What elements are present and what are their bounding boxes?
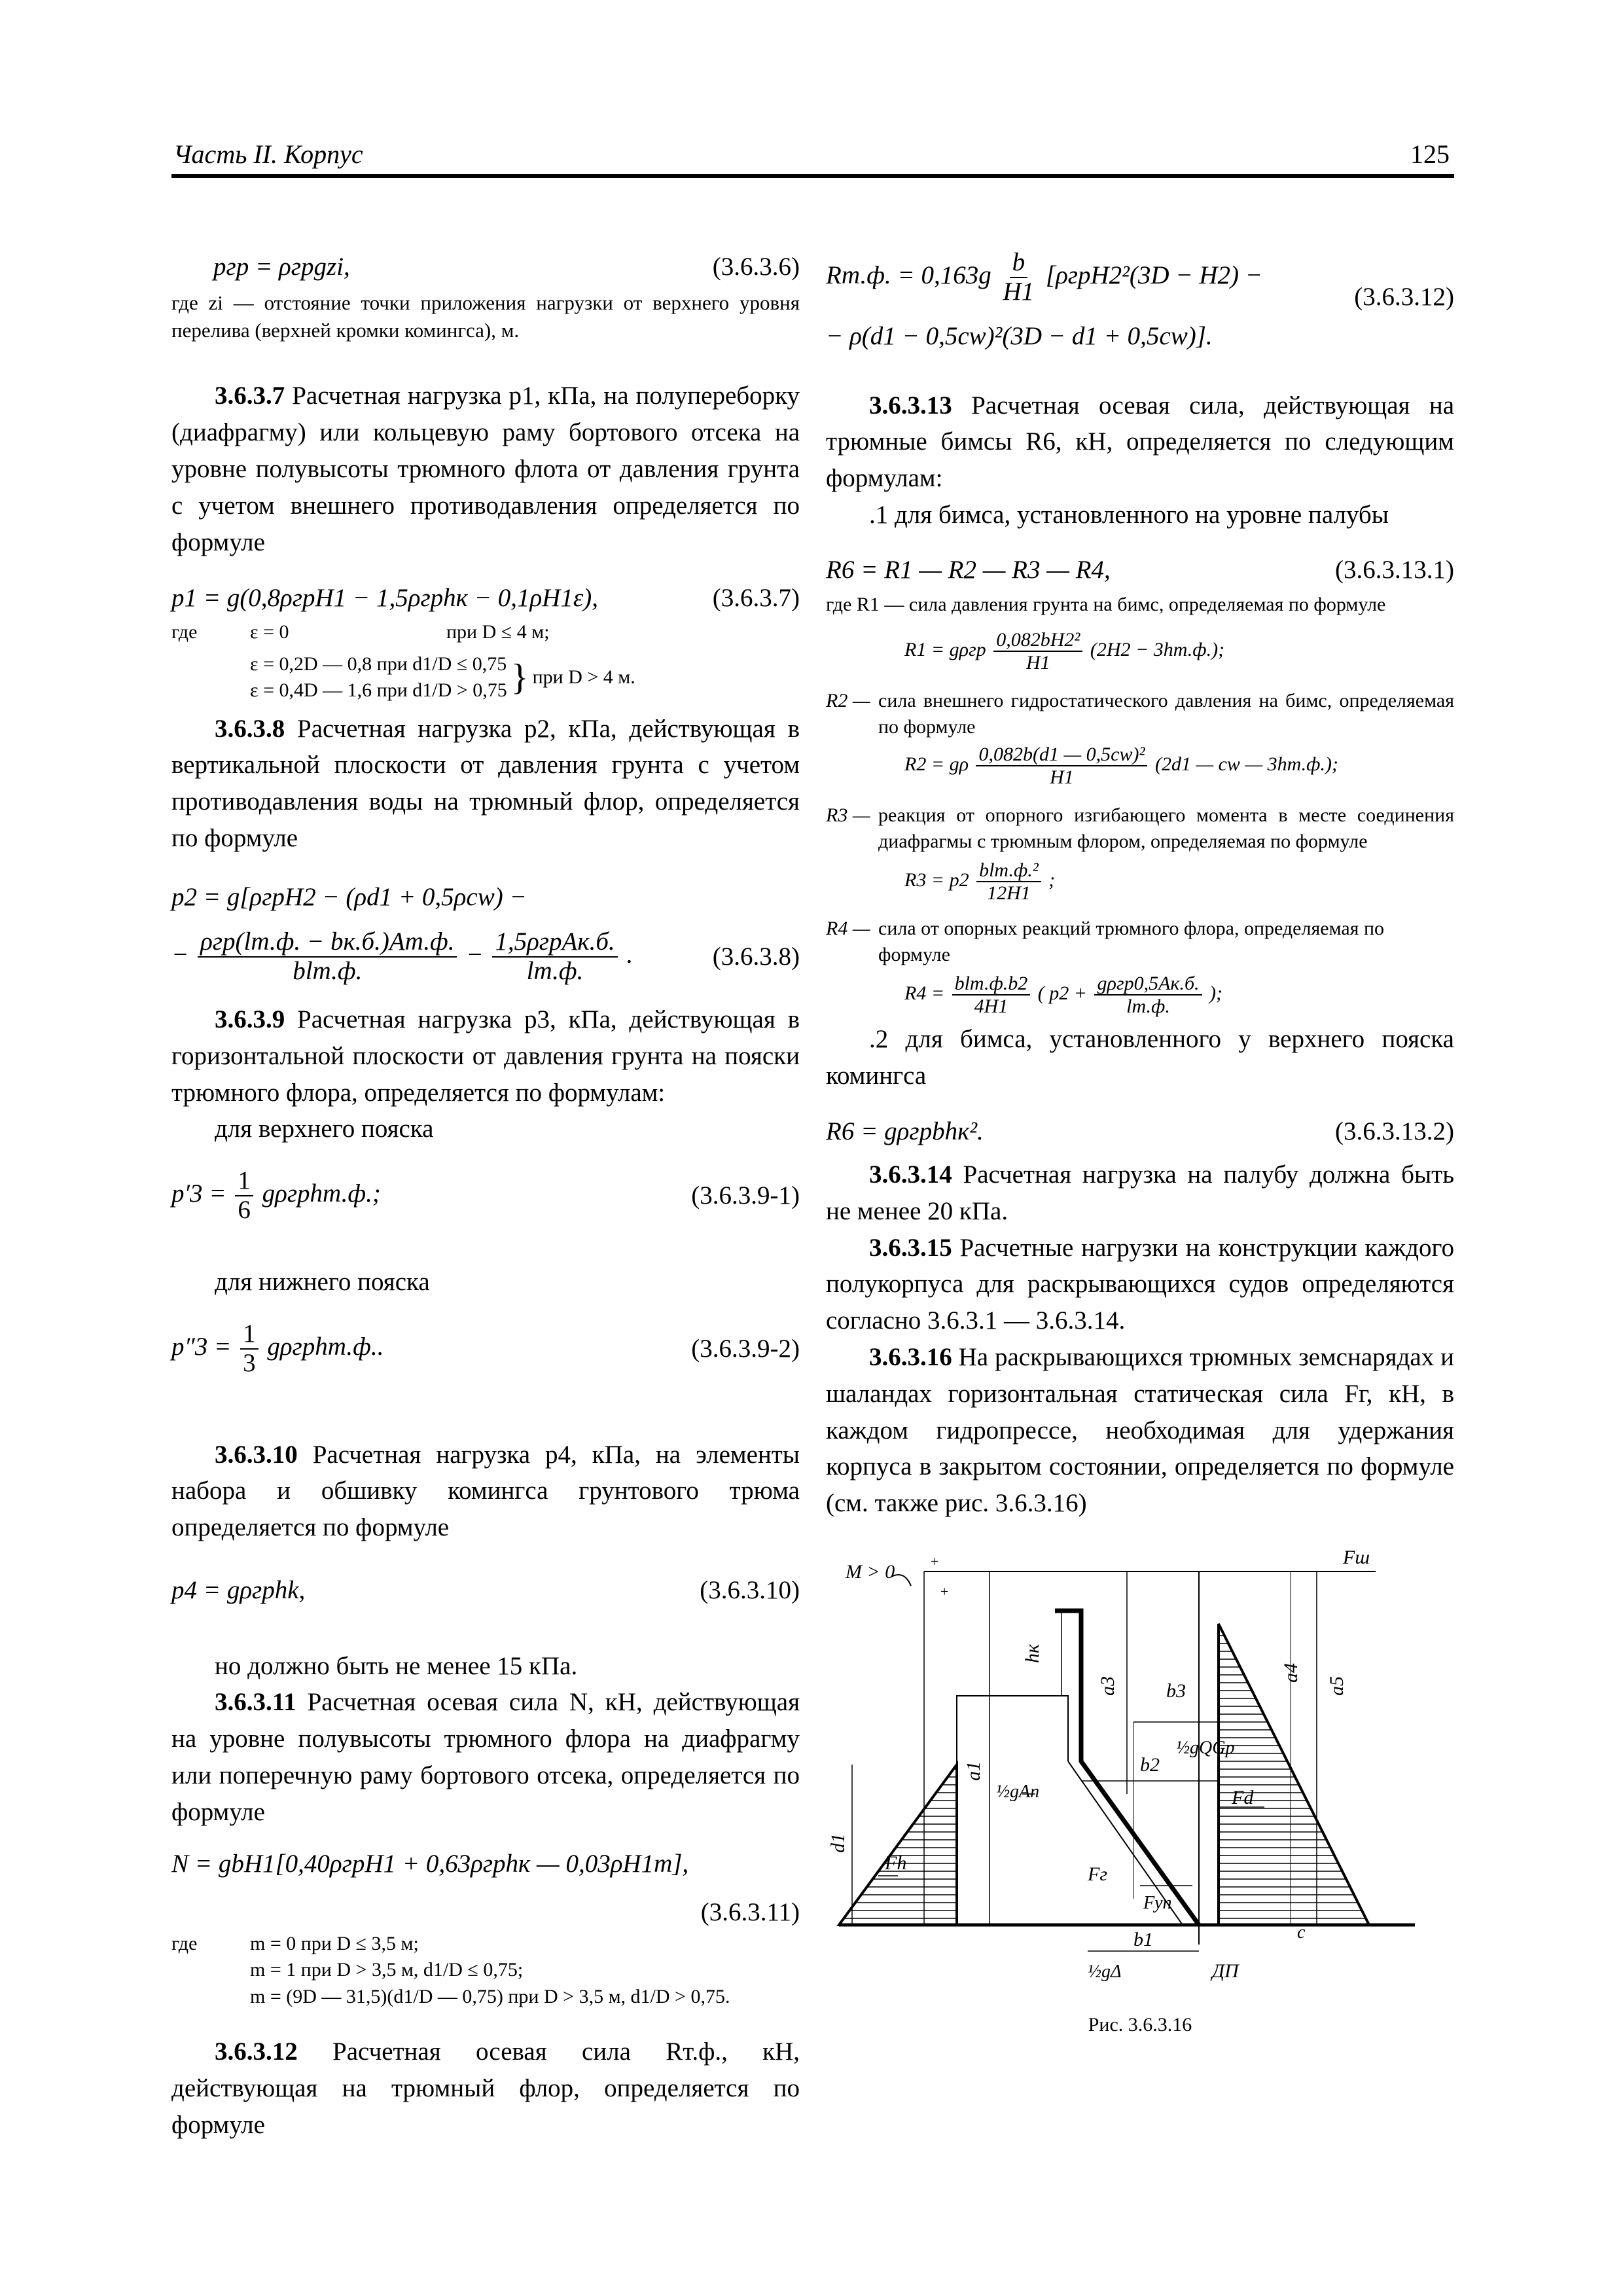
upper-flange-label: для верхнего пояска — [215, 1115, 434, 1143]
item-2: .2 для бимса, установленного у верхнего пояска комингса — [826, 1024, 1454, 1090]
svg-text:c: c — [1297, 1922, 1306, 1943]
svg-text:+: + — [931, 1552, 939, 1570]
brace-glyph: } — [510, 657, 529, 698]
svg-text:a5: a5 — [1326, 1676, 1347, 1696]
equation-3-6-3-6: pгр = ρгрgzi, (3.6.3.6) — [213, 253, 800, 281]
equation-3-6-3-9-1: p′3 = $\frac{1}{6}$ gρгрhт.ф.; (3.6.3.9-1) — [171, 1166, 800, 1225]
left-column — [171, 249, 800, 2144]
svg-text:hк: hк — [1022, 1643, 1043, 1663]
figure-3-6-3-16 — [826, 1545, 1454, 2039]
section-3-6-3-10: 3.6.3.10 Расчетная нагрузка p4, кПа, на элементы набора и обшивку комингса грунтового трюма определяется по формуле — [171, 1440, 800, 1542]
svg-text:Fуп: Fуп — [1143, 1892, 1172, 1913]
equation-3-6-3-10: p4 = gρгрhk, (3.6.3.10) — [171, 1575, 800, 1604]
right-column — [826, 249, 1454, 2039]
figure-caption: Рис. 3.6.3.16 — [1088, 2013, 1192, 2036]
svg-text:½gAп: ½gAп — [996, 1781, 1040, 1802]
m-conditions: где m = 0 при D ≤ 3,5 м; m = 1 при D > 3,5 м, d1/D ≤ 0,75; m = (9D — 31,5)(d1/D — 0,75) при D > 3,5 м, d1/D > 0,75. — [171, 1932, 730, 2007]
lower-flange-label: для нижнего пояска — [215, 1268, 430, 1296]
svg-text:b3: b3 — [1166, 1679, 1186, 1702]
equation-3-6-3-11-number: (3.6.3.11) — [700, 1898, 800, 1927]
equation-3-6-3-12: Rт.ф. = 0,163g $\frac{b}{H1}$ [ρгрH2²(3D − H2) − − ρ(d1 − 0,5cw)²(3D − d1 + 0,5cw)]. (3.6.3.12) — [826, 248, 1454, 350]
equation-3-6-3-8: p2 = g[ρгрH2 − (ρd1 + 0,5ρcw) − − $\frac{\text{ρгр(lт.ф. − bк.б.)Aт.ф.}}{\text{blт.ф.}}$ − $\frac{\text{1,5ρгрAк.б.}}{lт.ф.}$ . (3.6.3.8) — [171, 882, 800, 986]
not-less-note: но должно быть не менее 15 кПа. — [215, 1651, 578, 1680]
section-3-6-3-15: 3.6.3.15 Расчетные нагрузки на конструкции каждого полукорпуса для раскрывающихся судов определяются согласно 3.6.3.1 — 3.6.3.14. — [826, 1233, 1454, 1335]
r-definitions: где R1 — сила давления грунта на бимс, определяемая по формуле R1 = gρгр $\frac{\text{0,082bH2²}}{H1}$ (2H2 − 3hт.ф.); R2 — сила внешнего гидростатического давления на бимс, определяемая по формуле R2 = gρ $\frac{\text{0,082b(d1 — 0,5cw)²}}{H1}$ (2d1 — cw — 3hт.ф.); R3 — реакция от опорного изгибающего момента в месте соединения диафрагмы с трюмным флором, определяемая по формуле R3 = p2 $\frac{\text{blт.ф.²}}{12H1}$ ; R4 — сила от опорных реакций трюмного флора, определяемая по формуле R4 = $\frac{\text{blт.ф.b2}}{4H1}$ ( p2 + $\frac{\text{gρгр0,5Aк.б.}}{lт.ф.}$ ); — [826, 594, 1454, 1017]
section-3-6-3-8: 3.6.3.8 Расчетная нагрузка p2, кПа, действующая в вертикальной плоскости от давления грунта с учетом противодавления воды на трюмный флор, определяется по формуле — [171, 714, 800, 852]
section-3-6-3-16: 3.6.3.16 На раскрывающихся трюмных земснарядах и шаландах горизонтальная статическая сила Fг, кН, в каждом гидропрессе, необходимая для удержания корпуса в закрытом состоянии, определяется по формуле (см. также рис. 3.6.3.16) — [826, 1343, 1454, 1518]
svg-text:Fh: Fh — [885, 1852, 907, 1874]
left-pressure-triangle — [839, 1765, 957, 1925]
section-3-6-3-14: 3.6.3.14 Расчетная нагрузка на палубу должна быть не менее 20 кПа. — [826, 1160, 1454, 1225]
svg-text:a4: a4 — [1280, 1662, 1302, 1683]
svg-text:+: + — [940, 1583, 949, 1600]
svg-text:a1: a1 — [963, 1761, 984, 1781]
header-rule — [171, 174, 1454, 178]
svg-text:½gΔ: ½gΔ — [1088, 1961, 1122, 1982]
svg-text:ДП: ДП — [1212, 1960, 1239, 1982]
svg-text:½gQGp: ½gQGp — [1176, 1737, 1235, 1758]
equation-3-6-3-11: N = gbH1[0,40ρгрH1 + 0,63ρгрhк — 0,03ρH1m], — [171, 1850, 689, 1878]
equation-3-6-3-7: p1 = g(0,8ρгрH1 − 1,5ρгрhк − 0,1ρH1ε), (3.6.3.7) — [171, 584, 800, 613]
section-3-6-3-9: 3.6.3.9 Расчетная нагрузка p3, кПа, действующая в горизонтальной плоскости от давления грунта на пояски трюмного флора, определяется по формулам: — [171, 1005, 800, 1107]
section-3-6-3-7: 3.6.3.7 Расчетная нагрузка p1, кПа, на полупереборку (диафрагму) или кольцевую раму бортового отсека на уровне полувысоты трюмного флота от давления грунта с учетом внешнего противодавления определяется по формуле — [171, 382, 800, 556]
page-number: 125 — [1410, 139, 1450, 169]
section-3-6-3-12: 3.6.3.12 Расчетная осевая сила Rт.ф., кН, действующая на трюмный флор, определяется по формуле — [171, 2037, 800, 2139]
hull-outline — [957, 1696, 1068, 1925]
item-1: .1 для бимса, установленного на уровне палубы — [869, 500, 1389, 529]
section-3-6-3-11: 3.6.3.11 Расчетная осевая сила N, кН, действующая на уровне полувысоты трюмного флора на диафрагму или поперечную раму бортового отсека, определяется по формуле — [171, 1688, 800, 1826]
epsilon-conditions: где ε = 0 при D ≤ 4 м; ε = 0,2D — 0,8 при d1/D ≤ 0,75 ε = 0,4D — 1,6 при d1/D > 0,75 } при D > 4 м. — [171, 621, 635, 702]
svg-text:b1: b1 — [1133, 1928, 1153, 1950]
part-title: Часть II. Корпус — [173, 139, 363, 169]
hull-pressure-diagram — [826, 1545, 1454, 1997]
svg-text:Fd: Fd — [1232, 1786, 1254, 1808]
svg-text:M > 0: M > 0 — [846, 1560, 895, 1583]
where-zi: где zi — отстояние точки приложения нагрузки от верхнего уровня перелива (верхней кромки комингса), м. — [171, 291, 800, 342]
section-3-6-3-13: 3.6.3.13 Расчетная осевая сила, действующая на трюмные бимсы R6, кН, определяется по следующим формулам: — [826, 391, 1455, 493]
svg-text:Fш: Fш — [1343, 1546, 1370, 1568]
equation-3-6-3-9-2: p″3 = $\frac{1}{3}$ gρгрhт.ф.. (3.6.3.9-2) — [171, 1319, 800, 1377]
equation-3-6-3-13-1: R6 = R1 — R2 — R3 — R4, (3.6.3.13.1) — [826, 555, 1454, 584]
equation-3-6-3-13-2: R6 = gρгрbhк². (3.6.3.13.2) — [826, 1117, 1454, 1146]
svg-text:d1: d1 — [827, 1833, 849, 1853]
svg-text:b2: b2 — [1140, 1753, 1160, 1776]
svg-text:a3: a3 — [1097, 1676, 1118, 1696]
svg-text:Fг: Fг — [1088, 1863, 1108, 1885]
